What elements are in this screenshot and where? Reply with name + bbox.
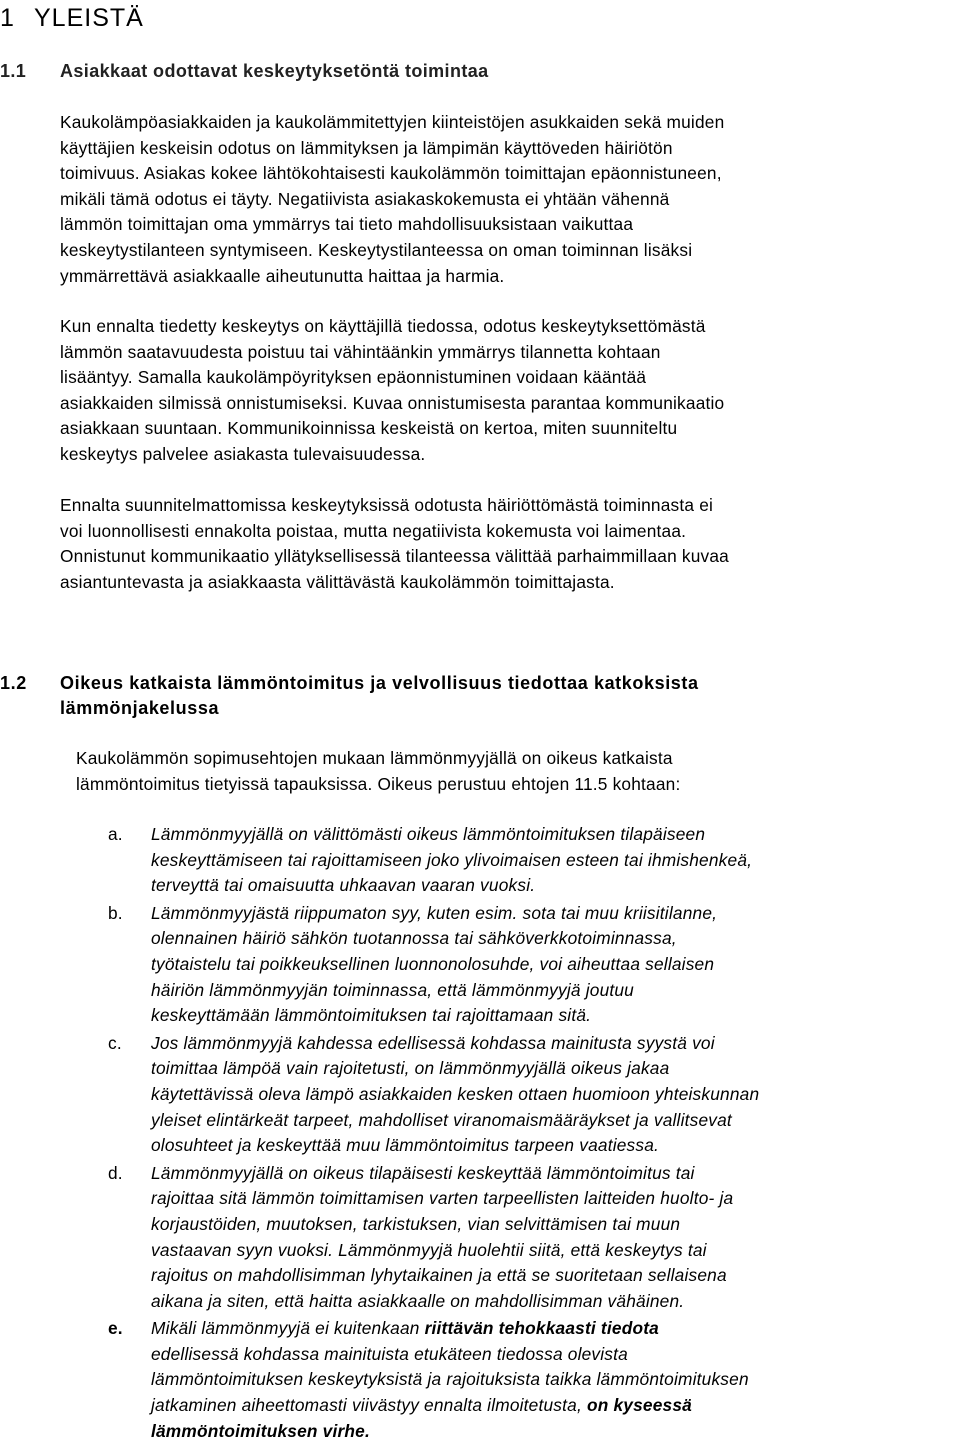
paragraph-3 [60, 493, 960, 595]
section-1-2-number: 1.2 [0, 673, 27, 693]
section-1-2-title-line: Oikeus katkaista lämmöntoimitus ja velvollisuus tiedottaa katkoksista [60, 673, 699, 693]
section-1-2-title [60, 671, 699, 721]
list-marker: d. [108, 1162, 123, 1183]
list-line: Lämmönmyyjällä on välittömästi oikeus lämmöntoimituksen tilapäiseen [151, 824, 706, 844]
section-1-1-number: 1.1 [0, 61, 27, 81]
paragraph-line: Kaukolämmön sopimusehtojen mukaan lämmönmyyjällä on oikeus katkaista [76, 748, 673, 768]
paragraph-line: toimivuus. Asiakas kokee lähtökohtaisesti kaukolämmön toimittajan epäonnistuneen, [60, 163, 722, 184]
list-line: vastaavan syyn vuoksi. Lämmönmyyjä huolehtii siitä, että keskeytys tai [151, 1239, 707, 1260]
paragraph-line: lämmön saatavuudesta poistuu tai vähintäänkin ymmärrys tilannetta kohtaan [60, 341, 661, 362]
list-line: olennainen häiriö sähkön tuotannossa tai sähköverkkotoiminnassa, [151, 928, 677, 949]
list-line: yleiset elintärkeät tarpeet, mahdolliset viranomaismääräykset ja vallitsevat [151, 1109, 732, 1130]
paragraph-line: asiakkaiden silmissä onnistumiseksi. Kuvaa onnistumisesta parantaa kommunikaatio [60, 392, 725, 413]
paragraph-line: lämmön toimittajan oma ymmärrys tai tieto mahdollisuuksistaan vaikuttaa [60, 214, 634, 235]
section-1-2-intro [76, 746, 960, 797]
list-line: Lämmönmyyjällä on oikeus tilapäisesti keskeyttää lämmöntoimitus tai [151, 1162, 695, 1183]
list-item [0, 901, 960, 1029]
list-line: työtaistelu tai poikkeuksellinen luonnonolosuhde, voi aiheuttaa sellaisen [151, 953, 715, 974]
paragraph-line: ymmärrettävä asiakkaalle aiheutunutta haittaa ja harmia. [60, 265, 505, 286]
emphasis-text: riittävän tehokkaasti tiedota [424, 1318, 659, 1339]
list-item-text [151, 1031, 960, 1159]
list-line: rajoitus on mahdollisimman lyhytaikainen ja että se suoritetaan sellaisena [151, 1265, 727, 1286]
paragraph-1 [60, 110, 960, 289]
list-item [0, 1316, 960, 1444]
paragraph-line: asiakkaan suuntaan. Kommunikoinnissa keskeistä on kertoa, miten suunniteltu [60, 418, 678, 439]
paragraph-line: keskeytystilanteen syntymiseen. Keskeytystilanteessa on oman toiminnan lisäksi [60, 239, 693, 260]
list-line [151, 1316, 960, 1342]
list-line: käytettävissä oleva lämpö asiakkaiden kesken ottaen huomioon yhteiskunnan [151, 1083, 760, 1104]
list-marker: e. [108, 1318, 123, 1339]
list-line: korjaustöiden, muutoksen, tarkistuksen, vian selvittämisen tai muun [151, 1213, 681, 1234]
list-line-text: jatkaminen aiheettomasti viivästyy ennalta ilmoitetusta, [151, 1395, 587, 1416]
list-line-text: Mikäli lämmönmyyjä ei kuitenkaan [151, 1318, 425, 1339]
paragraph-line: Ennalta suunnitelmattomissa keskeytyksissä odotusta häiriöttömästä toiminnasta ei [60, 495, 714, 515]
list-line: Lämmönmyyjästä riippumaton syy, kuten esim. sota tai muu kriisitilanne, [151, 902, 718, 923]
section-1-2-title-line: lämmönjakelussa [60, 698, 220, 718]
list-item [0, 1031, 960, 1159]
paragraph-line: mikäli tämä odotus ei täyty. Negatiivista asiakaskokemusta ei yhtään vähennä [60, 188, 670, 209]
list-item-text [151, 1161, 960, 1315]
paragraph-line: Kaukolämpöasiakkaiden ja kaukolämmitettyjen kiinteistöjen asukkaiden sekä muiden [60, 112, 725, 132]
paragraph-line: lämmöntoimitus tietyissä tapauksissa. Oikeus perustuu ehtojen 11.5 kohtaan: [76, 773, 681, 794]
list-item [0, 1161, 960, 1315]
paragraph-line: Onnistunut kommunikaatio yllätyksellisessä tilanteessa välittää parhaimmillaan kuvaa [60, 546, 729, 567]
list-line: rajoittaa sitä lämmön toimittamisen varten tarpeellisten laitteiden huolto- ja [151, 1188, 734, 1209]
list-item-text [151, 901, 960, 1029]
list-line: terveyttä tai omaisuutta uhkaavan vaaran vuoksi. [151, 875, 536, 896]
list-item-text [151, 1316, 960, 1444]
list-line: lämmöntoimituksen virhe. [151, 1420, 370, 1441]
list-line [151, 1393, 960, 1419]
conditions-list [0, 822, 960, 1444]
section-1-1-title: Asiakkaat odottavat keskeytyksetöntä toimintaa [60, 61, 489, 81]
list-marker: b. [108, 902, 123, 923]
paragraph-2 [60, 314, 960, 468]
list-line: aikana ja siten, että haitta asiakkaalle on mahdollisimman vähäinen. [151, 1290, 685, 1311]
paragraph-line: lisääntyy. Samalla kaukolämpöyrityksen epäonnistuminen voidaan kääntää [60, 367, 647, 388]
chapter-title: YLEISTÄ [34, 4, 144, 32]
paragraph-line: voi luonnollisesti ennakolta poistaa, mutta negatiivista kokemusta voi laimentaa. [60, 520, 687, 541]
list-line: Jos lämmönmyyjä kahdessa edellisessä kohdassa mainitusta syystä voi [151, 1032, 715, 1053]
list-marker: c. [108, 1032, 122, 1053]
emphasis-text: on kyseessä [586, 1395, 692, 1416]
paragraph-line: Kun ennalta tiedetty keskeytys on käyttäjillä tiedossa, odotus keskeytyksettömästä [60, 316, 706, 336]
list-line: lämmöntoimituksen keskeytyksistä ja rajoituksista taikka lämmöntoimituksen [151, 1369, 749, 1390]
list-item [0, 822, 960, 899]
list-line: keskeyttämiseen tai rajoittamiseen joko ylivoimaisen esteen tai ihmishenkeä, [151, 849, 753, 870]
list-line: keskeyttämään lämmöntoimituksen tai rajoittamaan sitä. [151, 1005, 592, 1026]
list-line: häiriön lämmönmyyjän toiminnassa, että lämmönmyyjä joutuu [151, 979, 634, 1000]
list-line: edellisessä kohdassa mainituista etukäteen tiedossa olevista [151, 1343, 628, 1364]
list-marker: a. [108, 824, 123, 844]
paragraph-line: asiantuntevasta ja asiakkaasta välittävästä kaukolämmön toimittajasta. [60, 571, 615, 592]
list-line: toimittaa lämpöä vain rajoitetusti, on lämmönmyyjällä oikeus jakaa [151, 1058, 670, 1079]
list-line: olosuhteet ja keskeyttää muu lämmöntoimitus tarpeen vaatiessa. [151, 1135, 660, 1156]
chapter-number: 1 [0, 4, 15, 32]
list-item-text [151, 822, 960, 899]
chapter-heading [0, 2, 144, 34]
paragraph-line: keskeytys palvelee asiakasta tulevaisuudessa. [60, 443, 426, 464]
paragraph-line: käyttäjien keskeisin odotus on lämmityksen ja lämpimän käyttöveden häiriötön [60, 137, 673, 158]
